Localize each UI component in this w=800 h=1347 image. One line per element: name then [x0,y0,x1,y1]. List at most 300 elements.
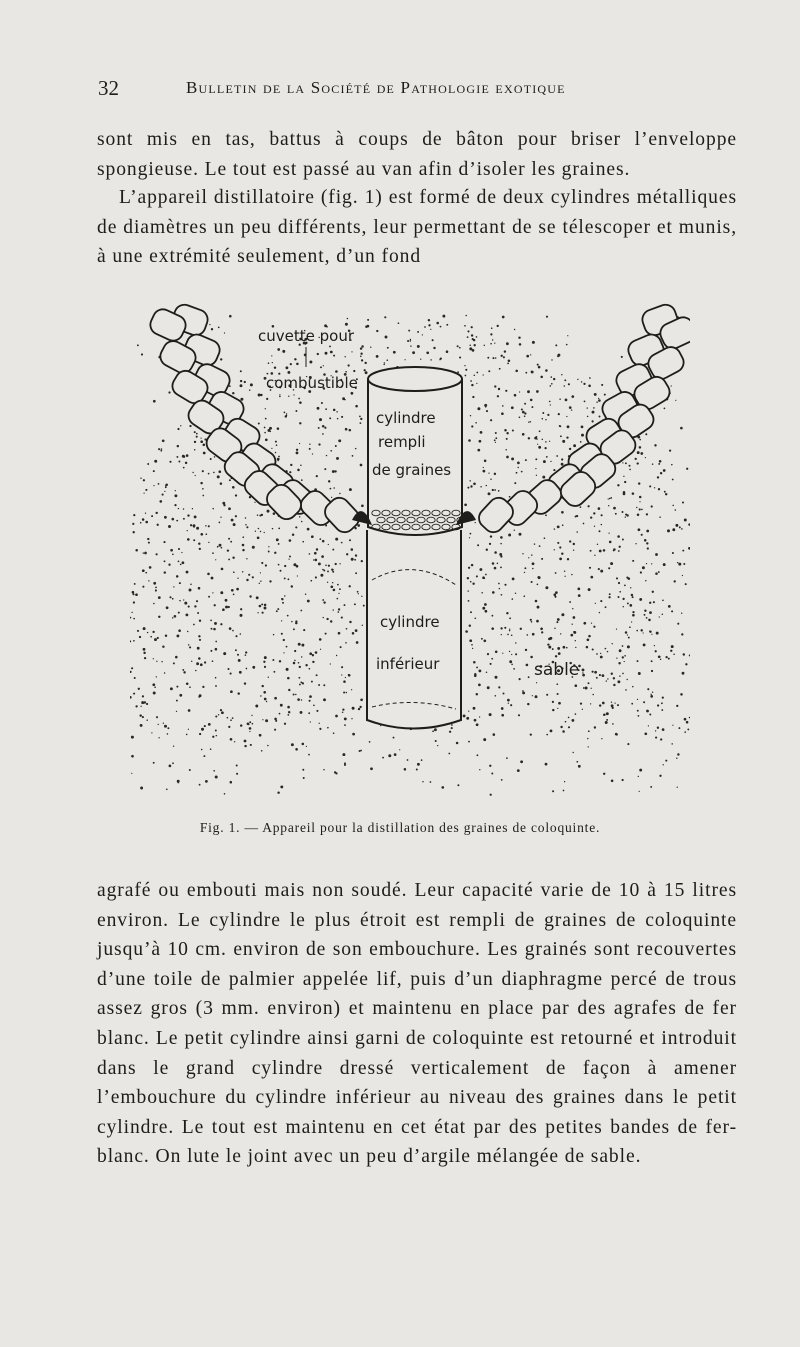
sand-dot [511,654,512,655]
sand-dot [235,494,237,496]
sand-dot [157,524,159,526]
sand-dot [341,416,343,418]
sand-dot [360,699,363,702]
sand-dot [663,764,664,765]
sand-dot [233,571,235,573]
sand-dot [522,553,523,554]
sand-dot [143,492,144,493]
sand-dot [580,506,582,508]
sand-dot [622,645,624,647]
sand-dot [504,584,506,586]
sand-dot [559,546,561,548]
sand-dot [149,566,152,569]
sand-dot [553,469,555,471]
sand-dot [301,521,303,523]
sand-dot [501,594,503,596]
sand-dot [316,548,318,550]
sand-dot [665,656,667,658]
sand-dot [328,480,330,482]
sand-dot [515,593,516,594]
sand-dot [573,543,575,545]
sand-dot [313,559,314,560]
sand-dot [218,470,221,473]
sand-dot [662,599,664,601]
sand-dot [355,405,358,408]
sand-dot [272,659,274,661]
sand-dot [257,612,258,613]
sand-dot [277,458,280,461]
sand-dot [175,656,178,659]
sand-dot [657,476,659,478]
seed [407,517,415,523]
sand-dot [228,558,230,560]
sand-dot [536,475,537,476]
sand-dot [641,534,643,536]
sand-dot [193,539,195,541]
sand-dot [339,493,340,494]
sand-dot [363,605,365,607]
sand-dot [134,677,136,679]
sand-dot [387,359,389,361]
sand-dot [186,682,189,685]
sand-dot [166,788,168,790]
sand-dot [551,376,553,378]
sand-dot [569,406,572,409]
sand-dot [468,439,471,442]
sand-dot [494,551,497,554]
sand-dot [508,703,509,704]
sand-dot [552,701,554,703]
sand-dot [651,660,653,662]
sand-dot [472,648,473,649]
sand-dot [646,617,648,619]
sand-dot [211,628,213,630]
sand-dot [630,587,631,588]
sand-dot [599,674,601,676]
sand-dot [644,609,646,611]
sand-dot [247,723,250,726]
sand-dot [654,487,655,488]
sand-dot [495,695,497,697]
seed [422,510,430,516]
sand-dot [309,443,310,444]
running-title: Bulletin de la Société de Pathologie exotique [186,78,566,97]
sand-dot [432,339,434,341]
sand-dot [582,674,585,677]
sand-dot [486,410,488,412]
sand-dot [651,563,652,564]
sand-dot [283,639,285,641]
sand-dot [203,755,205,757]
sand-dot [625,631,628,634]
sand-dot [325,408,327,410]
sand-dot [563,790,565,792]
sand-dot [501,355,503,357]
sand-dot [314,559,317,562]
sand-dot [173,746,174,747]
sand-dot [351,558,354,561]
sand-dot [567,425,570,428]
sand-dot [537,576,539,578]
sand-dot [279,396,281,398]
sand-dot [246,558,247,559]
sand-dot [637,660,639,662]
sand-dot [264,607,267,610]
sand-dot [214,622,217,625]
sand-dot [509,651,510,652]
sand-dot [513,668,515,670]
sand-dot [494,567,497,570]
sand-dot [170,549,173,552]
sand-dot [490,663,492,665]
sand-dot [354,559,356,561]
sand-dot [153,485,154,486]
sand-dot [646,542,648,544]
sand-dot [176,700,178,702]
sand-dot [657,704,659,706]
sand-dot [264,532,265,533]
sand-dot [446,324,448,326]
sand-dot [242,544,245,547]
sand-dot [540,627,543,630]
sand-dot [196,433,198,435]
sand-dot [672,479,674,481]
sand-dot [558,702,561,705]
sand-dot [649,602,651,604]
sand-dot [648,619,651,622]
sand-dot [580,703,582,705]
sand-dot [269,427,272,430]
sand-dot [334,771,336,773]
sand-dot [559,398,561,400]
sand-dot [182,561,185,564]
sand-dot [260,572,261,573]
sand-dot [183,599,184,600]
sand-dot [342,711,344,713]
sand-dot [133,693,135,695]
sand-dot [190,524,192,526]
sand-dot [187,631,188,632]
seed [372,510,380,516]
sand-dot [158,737,159,738]
sand-dot [594,671,597,674]
sand-dot [507,634,509,636]
clay-joint-right [456,511,476,525]
sand-dot [483,374,484,375]
sand-dot [420,359,421,360]
sand-dot [655,650,657,652]
sand-dot [470,581,472,583]
sand-dot [212,592,213,593]
sand-dot [142,695,144,697]
sand-dot [550,404,551,405]
sand-dot [660,472,662,474]
sand-dot [258,423,260,425]
sand-dot [272,528,274,530]
sand-dot [173,662,175,664]
sand-dot [672,505,674,507]
sand-dot [280,570,282,572]
sand-dot [626,514,628,516]
sand-dot [349,488,352,491]
sand-dot [260,695,261,696]
sand-dot [362,625,363,626]
sand-dot [685,583,687,585]
sand-dot [549,401,551,403]
sand-dot [158,616,160,618]
sand-dot [631,621,632,622]
sand-dot [686,721,689,724]
sand-dot [484,345,485,346]
sand-dot [270,431,272,433]
sand-dot [506,342,509,345]
sand-dot [607,678,608,679]
sand-dot [474,344,476,346]
sand-dot [601,524,602,525]
sand-dot [628,577,631,580]
sand-dot [623,493,626,496]
sand-dot [682,501,684,503]
sand-dot [679,526,681,528]
sand-dot [609,593,611,595]
sand-dot [287,714,289,716]
sand-dot [649,485,651,487]
sand-dot [564,576,565,577]
sand-dot [632,611,634,613]
sand-dot [471,334,473,336]
sand-dot [599,530,601,532]
sand-dot [499,368,501,370]
sand-dot [219,544,222,547]
sand-dot [376,330,378,332]
sand-dot [215,648,218,651]
sand-dot [176,520,178,522]
sand-dot [220,358,222,360]
sand-dot [280,785,283,788]
sand-dot [573,550,574,551]
sand-dot [658,463,660,465]
sand-dot [268,677,269,678]
sand-dot [291,743,294,746]
sand-dot [598,399,601,402]
sand-dot [531,581,533,583]
sand-dot [537,584,539,586]
sand-dot [174,504,176,506]
sand-dot [291,621,292,622]
sand-dot [309,553,311,555]
sand-dot [367,319,369,321]
sand-dot [296,449,298,451]
sand-dot [671,743,673,745]
sand-dot [137,344,139,346]
sand-dot [489,713,492,716]
sand-dot [639,791,640,792]
sand-dot [186,734,188,736]
sand-dot [675,524,678,527]
sand-dot [651,634,652,635]
paragraph: agrafé ou embouti mais non soudé. Leur capacité varie de 10 à 15 litres environ. Le cylindre le plus étroit est rempli de graines de coloquinte jusqu’à 10 cm. environ de son embouchure. Les grainés sont recouvertes d’une toile de palmier appelée lif, puis d’un diaphragme percé de trous assez gros (3 mm. environ) et maintenu en place par des agrafes de fer blanc. Le petit cylindre ainsi garni de coloquinte est retourné et introduit dans le grand cylindre dressé verticalement de façon à amener l’embouchure du cylindre inférieur au niveau des graines dans le petit cylindre. Le tout est maintenu en cet état par des petites bandes de fer-blanc. On lute le joint avec un peu d’argile mélangée de sable. [97,880,737,1168]
sand-dot [657,727,659,729]
sand-dot [183,508,185,510]
sand-dot [677,787,678,788]
sand-dot [195,670,197,672]
sand-dot [178,508,179,509]
sand-dot [671,645,674,648]
sand-dot [213,472,215,474]
label-upper-cylinder-line2: rempli [378,433,426,451]
sand-dot [621,511,623,513]
sand-dot [341,674,342,675]
sand-dot [515,370,518,373]
sand-dot [654,645,655,646]
sand-dot [568,383,570,385]
sand-dot [208,473,210,475]
seed [432,510,440,516]
sand-dot [143,652,145,654]
sand-dot [575,713,577,715]
sand-dot [164,516,167,519]
sand-dot [180,425,181,426]
sand-dot [661,709,663,711]
sand-dot [274,697,277,700]
sand-dot [158,448,160,450]
sand-dot [541,558,543,560]
sand-dot [476,693,478,695]
sand-dot [558,652,561,655]
sand-dot [583,383,585,385]
sand-dot [649,714,651,716]
sand-dot [658,571,660,573]
sand-dot [277,608,279,610]
sand-dot [670,650,672,652]
sand-dot [194,431,196,433]
sand-dot [344,764,346,766]
sand-dot [249,731,250,732]
sand-dot [528,557,529,558]
sand-dot [639,769,642,772]
sand-dot [567,558,569,560]
sand-dot [221,547,223,549]
sand-dot [361,345,363,347]
sand-dot [526,355,529,358]
sand-dot [607,651,608,652]
sand-dot [547,643,549,645]
sand-dot [339,563,340,564]
sand-dot [587,738,588,739]
sand-dot [146,719,148,721]
sand-dot [449,731,451,733]
sand-dot [178,461,180,463]
sand-dot [561,458,563,460]
label-cuvette-line2: combustible [266,374,358,392]
sand-dot [176,634,179,637]
sand-dot [498,686,500,688]
sand-dot [318,562,321,565]
sand-dot [506,456,509,459]
sand-dot [394,753,397,756]
sand-dot [335,715,338,718]
sand-dot [600,600,602,602]
sand-dot [545,419,546,420]
sand-dot [410,345,411,346]
sand-dot [245,651,247,653]
sand-dot [316,475,318,477]
sand-dot [189,425,191,427]
sand-dot [664,408,666,410]
sand-dot [202,488,204,490]
sand-dot [468,741,470,743]
sand-dot [143,648,146,651]
sand-dot [512,429,514,431]
sand-dot [307,600,310,603]
sand-dot [309,668,311,670]
sand-dot [196,662,199,665]
sand-dot [524,415,526,417]
sand-dot [258,528,260,530]
sand-dot [351,689,352,690]
sand-dot [621,779,623,781]
sand-dot [323,570,325,572]
sand-dot [525,649,527,651]
sand-dot [298,662,300,664]
sand-dot [472,396,474,398]
sand-dot [561,463,564,466]
sand-dot [321,555,324,558]
sand-dot [256,596,259,599]
sand-dot [500,627,502,629]
sand-dot [608,532,609,533]
sand-dot [490,794,492,796]
sand-dot [332,582,333,583]
sand-dot [302,743,305,746]
sand-dot [252,576,254,578]
sand-dot [154,686,156,688]
sand-dot [282,602,284,604]
sand-dot [335,370,338,373]
sand-dot [554,528,555,529]
sand-dot [281,633,283,635]
sand-dot [479,716,480,717]
sand-dot [205,533,207,535]
sand-dot [132,523,134,525]
sand-dot [512,598,514,600]
sand-dot [532,568,534,570]
sand-dot [215,677,217,679]
sand-dot [155,589,157,591]
sand-dot [299,684,301,686]
sand-dot [526,634,528,636]
sand-dot [245,517,246,518]
sand-dot [277,791,279,793]
sand-dot [300,681,302,683]
sand-dot [299,401,302,404]
sand-dot [142,518,145,521]
sand-dot [572,608,573,609]
sand-dot [535,695,538,698]
sand-dot [333,589,336,592]
sand-dot [340,646,342,648]
sand-dot [662,697,664,699]
sand-dot [580,441,582,443]
sand-dot [611,704,614,707]
sand-dot [511,635,513,637]
sand-dot [685,663,687,665]
sand-dot [175,490,176,491]
sand-dot [470,485,472,487]
sand-dot [546,734,548,736]
sand-dot [407,340,409,342]
sand-dot [459,347,461,349]
